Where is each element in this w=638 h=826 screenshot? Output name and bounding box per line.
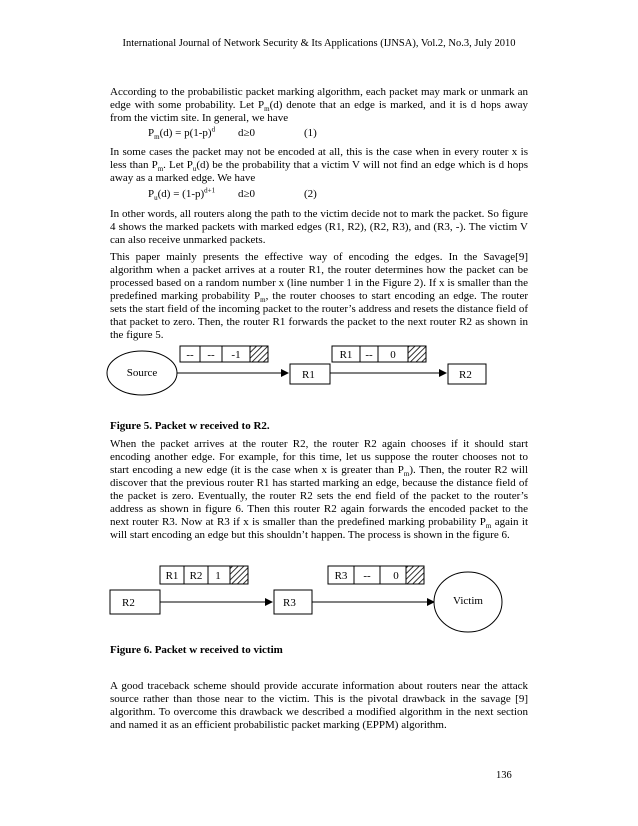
figure-6-caption: Figure 6. Packet w received to victim bbox=[110, 644, 283, 656]
eq1-lhs: $P_m(d) = p(1-p)^d$ bbox=[148, 125, 216, 142]
svg-text:R2: R2 bbox=[189, 570, 203, 582]
svg-text:--: -- bbox=[207, 349, 215, 361]
hatched-field bbox=[406, 566, 424, 584]
paragraph-5: When the packet arrives at the router R2, the router R2 again chooses if it should start encoding another edge. For example, for this time, let us suppose the router chooses not to start encoding a new edge (it is the case when x is greater than $P_m$). Then, the router R2 will discover that the previous router R1 has started marking an edge, because the distance field of the packet is zero. Eventually, the router R2 sets the end field of the packet to the router’s address as shown in figure 6. Then this router R2 again forwards the encoded packet to the next router R3. Now at R3 if x is smaller than the predefined marking probability $P_m$ again it will start encoding an edge but this shouldn’t happen. The process is shown in the figure 6. bbox=[110, 438, 528, 541]
svg-text:0: 0 bbox=[393, 570, 399, 582]
hatched-field bbox=[230, 566, 248, 584]
eq2-condition: d≥0 bbox=[238, 188, 256, 200]
svg-text:Victim: Victim bbox=[453, 595, 483, 607]
svg-text:R2: R2 bbox=[122, 597, 135, 609]
journal-header: International Journal of Network Security & Its Applications (IJNSA), Vol.2, No.3, July 2010 bbox=[122, 38, 516, 49]
paragraph-1 bbox=[110, 86, 528, 125]
svg-text:-1: -1 bbox=[231, 349, 241, 361]
packet-1 bbox=[160, 566, 248, 584]
eq1-number: (1) bbox=[304, 127, 317, 139]
eq1-condition: d≥0 bbox=[238, 127, 256, 139]
svg-text:--: -- bbox=[363, 570, 371, 582]
packet-2 bbox=[332, 346, 426, 362]
svg-text:0: 0 bbox=[390, 349, 396, 361]
svg-text:R1: R1 bbox=[165, 570, 179, 582]
page-number: 136 bbox=[496, 770, 512, 781]
svg-text:R2: R2 bbox=[459, 369, 472, 381]
paragraph-6: A good traceback scheme should provide accurate information about routers near the attack source rather than those near to the victim. This is the pivotal drawback in the savage [9] algorithm. To overcome this drawback we described a modified algorithm in the next section and named it as an efficient probabilistic packet marking (EPPM) algorithm. bbox=[110, 680, 528, 731]
para1-text-b: (d) denote that an edge is marked, and it is d hops away from the victim site. In general, we have bbox=[110, 99, 528, 124]
hatched-field bbox=[408, 346, 426, 362]
svg-text:1: 1 bbox=[215, 570, 221, 582]
router-r2 bbox=[110, 590, 160, 614]
equation-2 bbox=[148, 186, 317, 203]
figure-6-diagram bbox=[108, 560, 528, 640]
svg-text:--: -- bbox=[365, 349, 373, 361]
svg-text:R1: R1 bbox=[339, 349, 353, 361]
para1-sub: m bbox=[264, 105, 270, 114]
figure-5-diagram bbox=[100, 338, 540, 410]
svg-text:--: -- bbox=[186, 349, 194, 361]
packet-2 bbox=[328, 566, 424, 584]
svg-text:R3: R3 bbox=[283, 597, 296, 609]
hatched-field bbox=[250, 346, 268, 362]
paragraph-3: In other words, all routers along the path to the victim decide not to mark the packet. So figure 4 shows the marked packets with marked edges (R1, R2), (R2, R3), and (R3, -). The victim V can also receive unmarked packets. bbox=[110, 208, 528, 246]
para1-text-a: According to the probabilistic packet marking algorithm, each packet may mark or unmark an edge with some probability. Let P bbox=[110, 86, 528, 111]
eq2-lhs: $P_u(d) = (1-p)^{d+1}$ bbox=[148, 186, 216, 203]
packet-1 bbox=[180, 346, 268, 362]
eq2-number: (2) bbox=[304, 188, 317, 200]
source-label: Source bbox=[126, 367, 158, 379]
paragraph-2: In some cases the packet may not be encoded at all, this is the case when in every router x is less than $P_m$. Let $P_u(d)$ be the probability that a victim V will not find an edge which is d hops away as a marked edge. We have bbox=[110, 146, 529, 184]
equation-1 bbox=[148, 125, 317, 142]
svg-text:R3: R3 bbox=[334, 570, 348, 582]
paragraph-4: This paper mainly presents the effective way of encoding the edges. In the Savage[9] algorithm when a packet arrives at a router R1, the router determines how the packet can be processed based on a random number x (line number 1 in the Figure 2). If x is smaller than the predefined marking probability $P_m$, the router chooses to start encoding an edge. The router sets the start field of the incoming packet to the router’s address and resets the distance field of that packet to zero. Then, the router R1 forwards the packet to the next router R2 as shown in the figure 5. bbox=[110, 251, 528, 341]
figure-5-caption: Figure 5. Packet w received to R2. bbox=[110, 420, 270, 432]
svg-text:R1: R1 bbox=[302, 369, 315, 381]
